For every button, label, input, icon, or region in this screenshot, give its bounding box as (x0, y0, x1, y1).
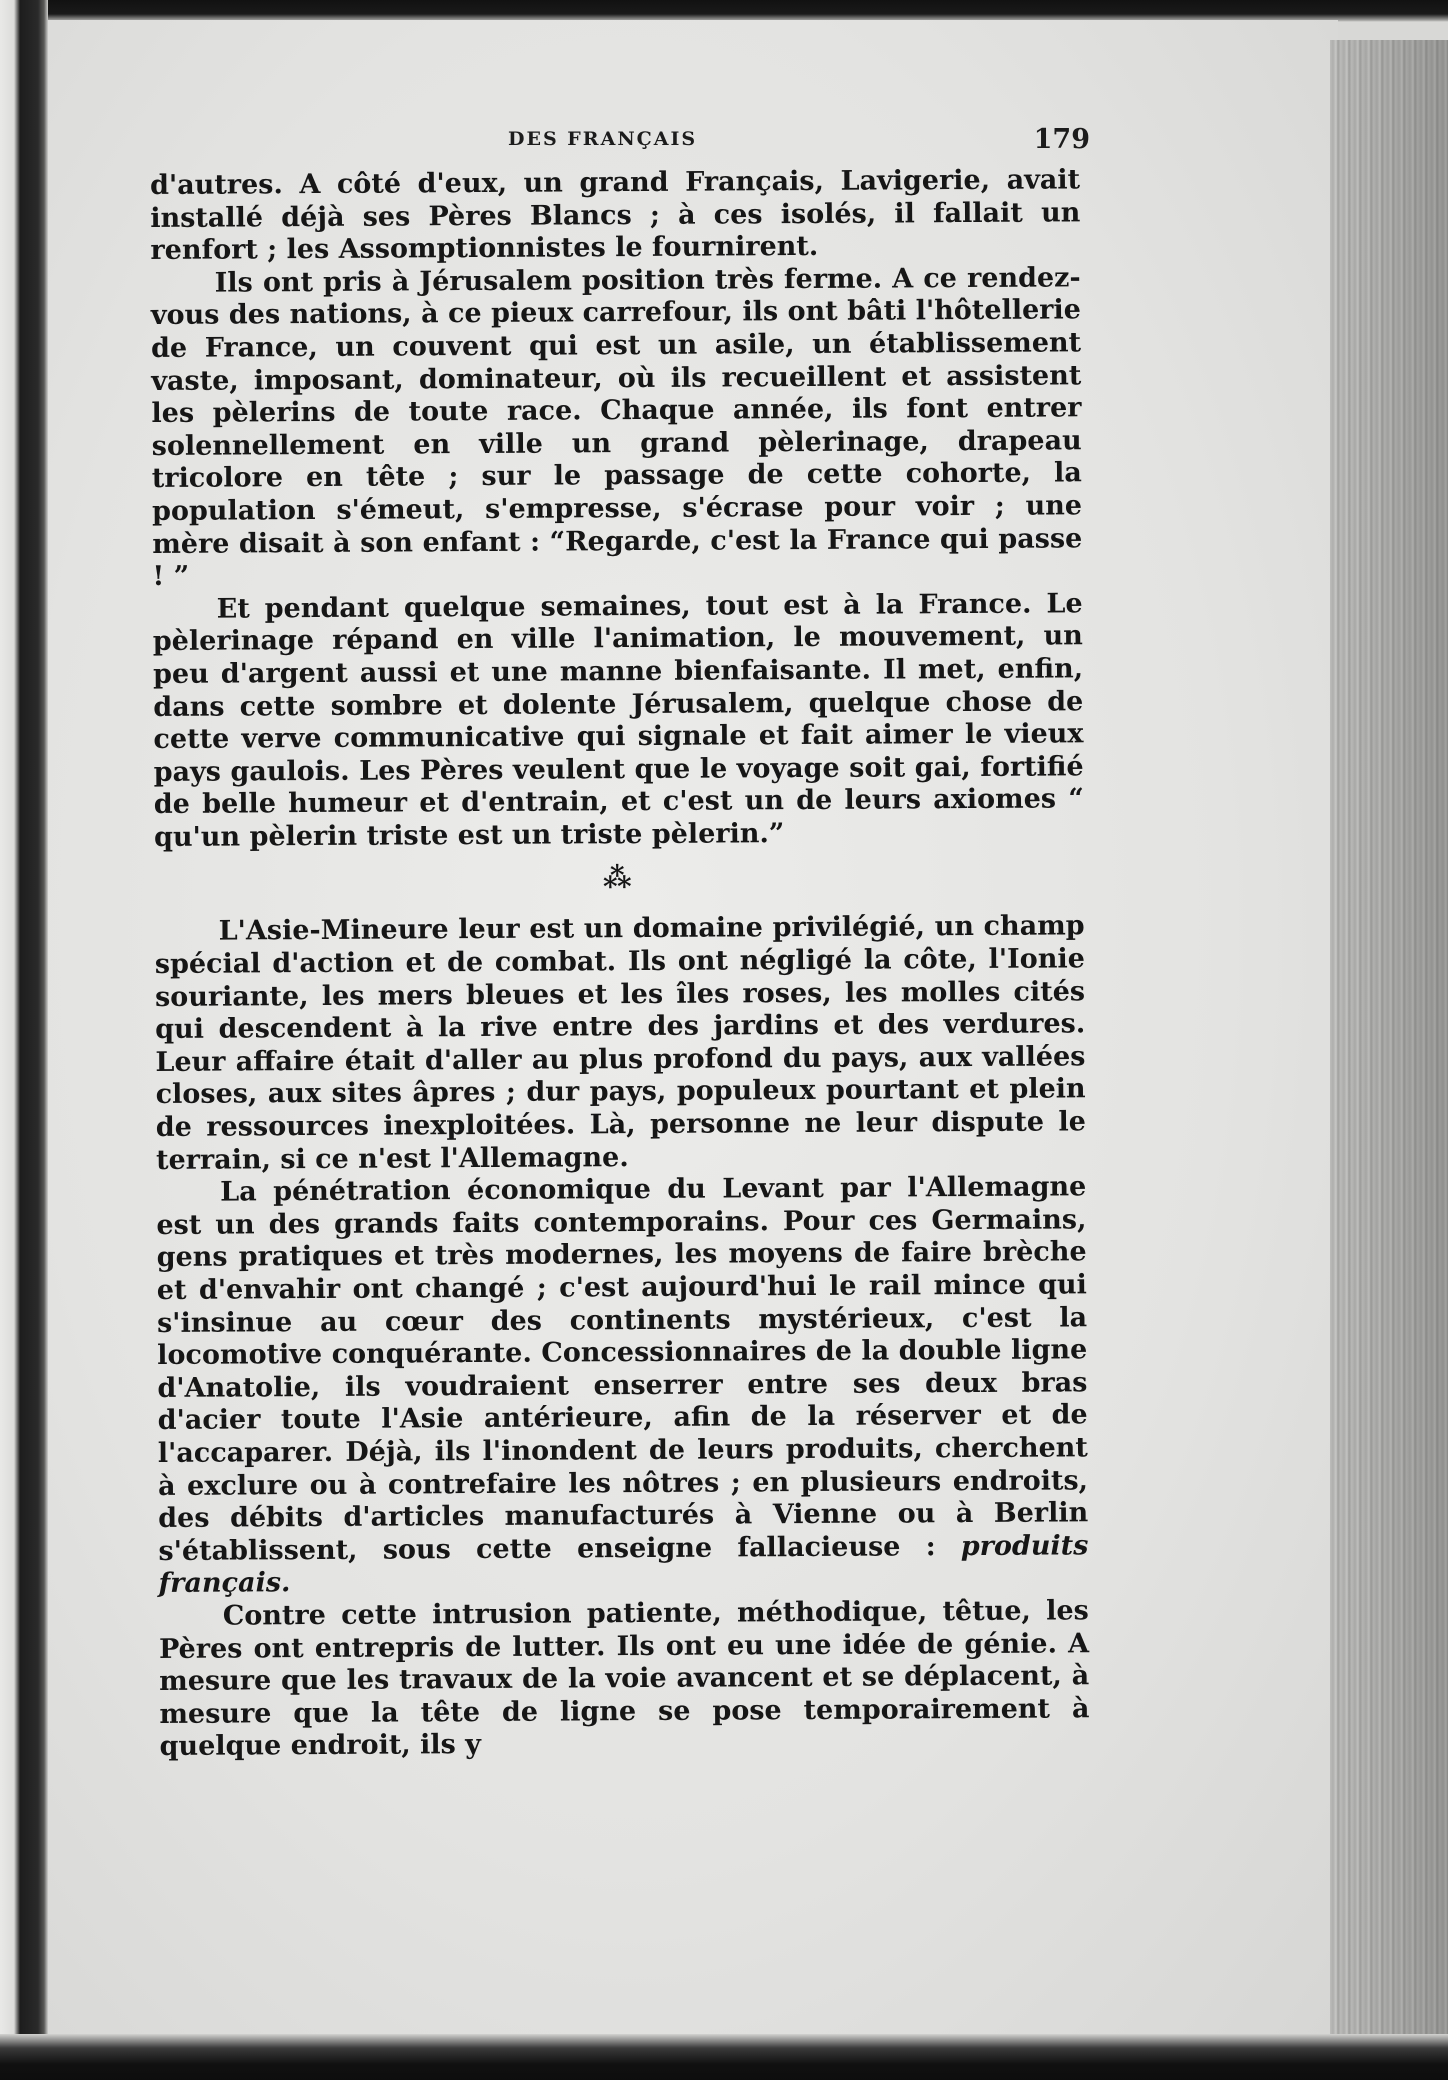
paragraph: Contre cette intrusion patiente, méthodique, têtue, les Pères ont entrepris de lutter. Ils ont eu une idée de génie. A mesure que les travaux de la voie avancent et se déplacent, à mesure que la tête de ligne se pose temporairement à quelque endroit, ils y (158, 1595, 1090, 1763)
paragraph: Et pendant quelque semaines, tout est à la France. Le pèlerinage répand en ville l'animation, le mouvement, un peu d'argent aussi et une manne bienfaisante. Il met, enfin, dans cette sombre et dolente Jérusalem, quelque chose de cette verve communicative qui signale et fait aimer le vieux pays gaulois. Les Pères veulent que le voyage soit gai, fortifié de belle humeur et d'entrain, et c'est un de leurs axiomes “ qu'un pèlerin triste est un triste pèlerin.” (152, 588, 1084, 853)
paragraph: L'Asie-Mineure leur est un domaine privilégié, un champ spécial d'action et de combat. Ils ont négligé la côte, l'Ionie souriante, les mers bleues et les îles roses, les molles cités qui descendent à la rive entre des jardins et des verdures. Leur affaire était d'aller au plus profond du pays, aux vallées closes, aux sites âpres ; dur pays, populeux pourtant et plein de ressources inexploitées. Là, personne ne leur dispute le terrain, si ce n'est l'Allemagne. (154, 910, 1086, 1176)
page-header (142, 124, 1090, 164)
scan-left-border (0, 0, 48, 2080)
running-head: DES FRANÇAIS (508, 128, 698, 150)
paragraph (156, 1172, 1089, 1601)
paragraph: Ils ont pris à Jérusalem position très ferme. A ce rendez-vous des nations, à ce pieux carrefour, ils ont bâti l'hôtellerie de France, un couvent qui est un asile, un établissement vaste, imposant, dominateur, où ils recueillent et assistent les pèlerins de toute race. Chaque année, ils font entrer solennellement en ville un grand pèlerinage, drapeau tricolore en tête ; sur le passage de cette cohorte, la population s'émeut, s'empresse, s'écrase pour voir ; une mère disait à son enfant : “Regarde, c'est la France qui passe ! ” (150, 262, 1083, 593)
scan-top-border (0, 0, 1448, 22)
page-number: 179 (1033, 124, 1090, 155)
scan-bottom-border (0, 2034, 1448, 2080)
section-separator: ⁂ (602, 861, 636, 895)
paragraph-text: La pénétration économique du Levant par l'Allemagne est un des grands faits contemporains. Pour ces Germains, gens pratiques et très modernes, les moyens de faire brèche et d'envahir ont changé ; c'est aujourd'hui le rail mince qui s'insinue au cœur des continents mystérieux, c'est la locomotive conquérante. Concessionnaires de la double ligne d'Anatolie, ils voudraient enserrer entre ses deux bras d'acier toute l'Asie antérieure, afin de la réserver et de l'accaparer. Déjà, ils l'inondent de leurs produits, cherchent à exclure ou à contrefaire les nôtres ; en plusieurs endroits, des débits d'articles manufacturés à Vienne ou à Berlin s'établissent, sous cette enseigne fallacieuse : (156, 1171, 1089, 1567)
paragraph: d'autres. A côté d'eux, un grand Français, Lavigerie, avait installé déjà ses Pères Blancs ; à ces isolés, il fallait un renfort ; les Assomptionnistes le fournirent. (150, 164, 1081, 267)
italic-phrase: produits français. (158, 1530, 1089, 1600)
body-text (150, 164, 1090, 1764)
page-edges (1330, 40, 1448, 2036)
